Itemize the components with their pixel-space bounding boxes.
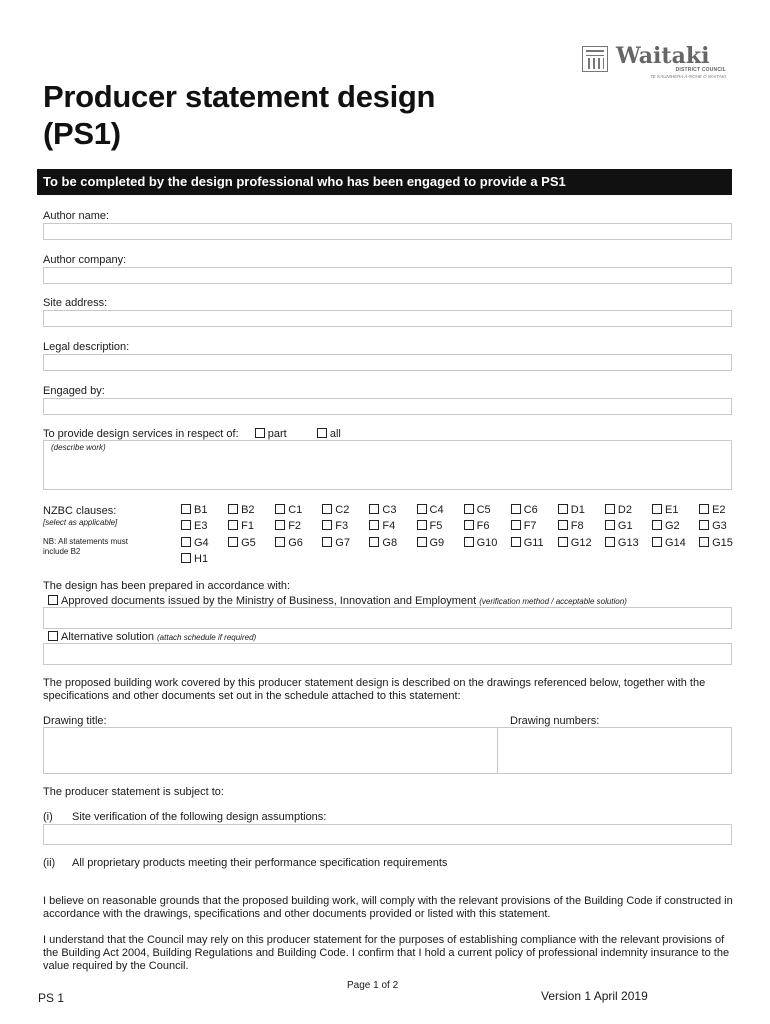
nzbc-clause-e3[interactable]: [181, 520, 207, 532]
nzbc-clause-checkbox[interactable]: [417, 520, 427, 530]
nzbc-clause-f4[interactable]: [369, 520, 395, 532]
nzbc-clause-checkbox[interactable]: [558, 520, 568, 530]
approved-documents-option: [48, 595, 627, 607]
nzbc-clause-checkbox[interactable]: [652, 504, 662, 514]
nzbc-clause-checkbox[interactable]: [511, 520, 521, 530]
author-company-label: Author company:: [43, 254, 127, 266]
nzbc-clause-label: G8: [382, 537, 398, 549]
nzbc-clause-g13[interactable]: [605, 537, 639, 549]
nzbc-clause-label: D1: [570, 504, 585, 516]
nzbc-clause-g2[interactable]: [652, 520, 680, 532]
nzbc-clause-checkbox[interactable]: [181, 504, 191, 514]
drawing-title-field[interactable]: [43, 727, 498, 774]
title-line-1: Producer statement design: [43, 79, 436, 114]
site-address-field[interactable]: [43, 310, 732, 327]
nzbc-clause-checkbox[interactable]: [228, 520, 238, 530]
nzbc-clause-label: G14: [665, 537, 686, 549]
nzbc-clause-label: C2: [335, 504, 350, 516]
accordance-label: The design has been prepared in accordance with:: [43, 580, 291, 592]
nzbc-clause-g9[interactable]: [417, 537, 445, 549]
nzbc-clause-checkbox[interactable]: [464, 520, 474, 530]
nzbc-clause-label: G7: [335, 537, 350, 549]
nzbc-clause-d2[interactable]: [605, 504, 632, 516]
nzbc-clause-checkbox[interactable]: [699, 504, 709, 514]
services-row: [43, 428, 341, 440]
describe-work-field[interactable]: [43, 440, 732, 490]
nzbc-clause-label: C3: [382, 504, 397, 516]
nzbc-clause-label: G10: [476, 537, 498, 549]
design-assumptions-field[interactable]: [43, 824, 732, 845]
nzbc-clause-label: B2: [241, 504, 255, 516]
nzbc-clause-f3[interactable]: [322, 520, 348, 532]
part-checkbox[interactable]: [255, 428, 265, 438]
nzbc-clause-g10[interactable]: [464, 537, 498, 549]
nzbc-clause-g12[interactable]: [558, 537, 592, 549]
nzbc-clause-checkbox[interactable]: [605, 504, 615, 514]
nzbc-clause-label: G11: [523, 537, 544, 549]
nzbc-clause-g11[interactable]: [511, 537, 544, 549]
site-address-label: Site address:: [43, 297, 108, 309]
nzbc-label: NZBC clauses:: [43, 505, 117, 517]
drawing-numbers-label: Drawing numbers:: [510, 715, 600, 727]
nzbc-clause-checkbox[interactable]: [699, 537, 709, 547]
nzbc-clause-label: C1: [288, 504, 303, 516]
nzbc-clause-checkbox[interactable]: [181, 537, 191, 547]
author-name-label: Author name:: [43, 210, 110, 222]
nzbc-clause-g1[interactable]: [605, 520, 633, 532]
nzbc-clause-c4[interactable]: [417, 504, 444, 516]
nzbc-clause-checkbox[interactable]: [511, 537, 521, 547]
nzbc-clause-b1[interactable]: [181, 504, 207, 516]
page-title: [43, 78, 435, 152]
item-i-text: Site verification of the following design assumptions:: [72, 811, 327, 823]
understanding-statement: I understand that the Council may rely on this producer statement for the purposes of establishing compliance with the relevant provisions of the Building Act 2004, Building Regulations and Building Code. I confirm that I hold a current policy of professional indemnity insurance to the value required by the Council.: [43, 934, 730, 972]
nzbc-clause-f2[interactable]: [275, 520, 301, 532]
nzbc-clause-checkbox[interactable]: [652, 520, 662, 530]
nzbc-clause-checkbox[interactable]: [605, 520, 615, 530]
all-label: all: [329, 428, 341, 440]
nzbc-clause-g3[interactable]: [699, 520, 727, 532]
nzbc-clause-checkbox[interactable]: [322, 537, 332, 547]
nzbc-clause-label: D2: [617, 504, 632, 516]
logo-maori-subtitle: TE KAUNIHERA Ā-ROHE O WAITAKI: [650, 74, 726, 79]
nzbc-note-line-2: include B2: [43, 547, 81, 556]
nzbc-clause-g7[interactable]: [322, 537, 350, 549]
nzbc-clause-checkbox[interactable]: [181, 553, 191, 563]
approved-documents-hint: (verification method / acceptable solution): [479, 597, 627, 606]
council-emblem-icon: [582, 46, 608, 72]
nzbc-clause-label: C5: [476, 504, 491, 516]
alternative-solution-hint: (attach schedule if required): [157, 633, 257, 642]
legal-description-label: Legal description:: [43, 341, 130, 353]
nzbc-clause-f8[interactable]: [558, 520, 584, 532]
nzbc-clause-f5[interactable]: [417, 520, 443, 532]
nzbc-clause-checkbox[interactable]: [464, 537, 474, 547]
nzbc-clause-label: E3: [194, 520, 208, 532]
nzbc-clause-checkbox[interactable]: [275, 537, 285, 547]
nzbc-clause-label: G6: [288, 537, 303, 549]
nzbc-clause-label: F3: [335, 520, 349, 532]
nzbc-clause-checkbox[interactable]: [322, 520, 332, 530]
alternative-solution-checkbox[interactable]: [48, 631, 58, 641]
approved-documents-checkbox[interactable]: [48, 595, 58, 605]
nzbc-clause-label: G3: [712, 520, 727, 532]
logo-subtitle: DISTRICT COUNCIL: [675, 67, 726, 73]
nzbc-clause-label: G12: [570, 537, 592, 549]
nzbc-clause-label: G1: [617, 520, 633, 532]
services-label: To provide design services in respect of:: [43, 428, 239, 440]
footer-version: Version 1 April 2019: [541, 989, 648, 1003]
nzbc-clause-checkbox[interactable]: [369, 537, 379, 547]
nzbc-clause-label: F5: [429, 520, 443, 532]
nzbc-clause-checkbox[interactable]: [699, 520, 709, 530]
alternative-solution-option: [48, 631, 256, 643]
nzbc-clause-label: G9: [429, 537, 445, 549]
nzbc-clause-label: F2: [288, 520, 302, 532]
logo-name: Waitaki: [616, 43, 710, 69]
nzbc-clause-checkbox[interactable]: [417, 537, 427, 547]
nzbc-clause-e1[interactable]: [652, 504, 678, 516]
engaged-by-field[interactable]: [43, 398, 732, 415]
nzbc-clause-c2[interactable]: [322, 504, 349, 516]
nzbc-clause-label: E1: [665, 504, 679, 516]
nzbc-clause-checkbox[interactable]: [605, 537, 615, 547]
approved-documents-field[interactable]: [43, 607, 732, 629]
waitaki-logo: [582, 43, 732, 83]
nzbc-clause-label: C4: [429, 504, 444, 516]
nzbc-clause-checkbox[interactable]: [228, 504, 238, 514]
nzbc-clause-label: G13: [617, 537, 639, 549]
proposed-work-text: The proposed building work covered by this producer statement design is described on the drawings referenced below, together with the specifications and other documents set out in the schedule attached to this statement:: [43, 677, 706, 702]
title-line-2: (PS1): [43, 116, 121, 151]
nzbc-clause-label: F8: [570, 520, 584, 532]
nzbc-clause-label: F1: [241, 520, 254, 532]
nzbc-clause-label: G4: [194, 537, 209, 549]
nzbc-clause-label: B1: [194, 504, 208, 516]
nzbc-clause-c1[interactable]: [275, 504, 302, 516]
nzbc-clause-c6[interactable]: [511, 504, 538, 516]
drawing-title-label: Drawing title:: [43, 715, 107, 727]
item-i: [43, 811, 327, 823]
author-name-field[interactable]: [43, 223, 732, 240]
nzbc-clause-checkbox[interactable]: [181, 520, 191, 530]
nzbc-clause-c3[interactable]: [369, 504, 396, 516]
nzbc-clause-label: F6: [476, 520, 490, 532]
alternative-solution-label: Alternative solution: [61, 631, 154, 643]
nzbc-clause-checkbox[interactable]: [369, 504, 379, 514]
nzbc-clause-checkbox[interactable]: [417, 504, 427, 514]
nzbc-clause-c5[interactable]: [464, 504, 491, 516]
nzbc-clause-e2[interactable]: [699, 504, 725, 516]
nzbc-hint: [select as applicable]: [43, 518, 118, 527]
item-ii: [43, 857, 448, 869]
nzbc-clause-f7[interactable]: [511, 520, 537, 532]
nzbc-clause-g14[interactable]: [652, 537, 686, 549]
legal-description-field[interactable]: [43, 354, 732, 371]
author-company-field[interactable]: [43, 267, 732, 284]
nzbc-note: [43, 537, 128, 557]
nzbc-clause-g8[interactable]: [369, 537, 397, 549]
part-label: part: [267, 428, 287, 440]
nzbc-clause-checkbox[interactable]: [464, 504, 474, 514]
nzbc-note-line-1: NB: All statements must: [43, 537, 128, 546]
nzbc-clause-label: G2: [665, 520, 680, 532]
instruction-banner: To be completed by the design professional who has been engaged to provide a PS1: [37, 169, 732, 195]
item-i-number: (i): [43, 811, 53, 823]
nzbc-clause-g15[interactable]: [699, 537, 733, 549]
nzbc-clause-checkbox[interactable]: [511, 504, 521, 514]
nzbc-clause-b2[interactable]: [228, 504, 254, 516]
nzbc-clause-checkbox[interactable]: [369, 520, 379, 530]
nzbc-clause-checkbox[interactable]: [558, 504, 568, 514]
nzbc-clause-checkbox[interactable]: [558, 537, 568, 547]
nzbc-clause-checkbox[interactable]: [275, 504, 285, 514]
nzbc-clause-label: F7: [523, 520, 537, 532]
nzbc-clause-f6[interactable]: [464, 520, 490, 532]
nzbc-clause-label: C6: [523, 504, 538, 516]
belief-statement: I believe on reasonable grounds that the proposed building work, will comply with the relevant provisions of the Building Code if constructed in accordance with the drawings, specifications and other documents provided or listed with this statement.: [43, 895, 733, 920]
drawing-numbers-field[interactable]: [498, 727, 732, 774]
nzbc-clause-label: H1: [194, 553, 209, 565]
describe-work-hint: (describe work): [51, 443, 106, 452]
nzbc-clause-f1[interactable]: [228, 520, 254, 532]
nzbc-clause-checkbox[interactable]: [275, 520, 285, 530]
nzbc-clause-g6[interactable]: [275, 537, 303, 549]
nzbc-clause-checkbox[interactable]: [652, 537, 662, 547]
nzbc-clause-checkbox[interactable]: [322, 504, 332, 514]
engaged-by-label: Engaged by:: [43, 385, 105, 397]
alternative-solution-field[interactable]: [43, 643, 732, 665]
nzbc-clause-label: G15: [712, 537, 733, 549]
nzbc-clause-label: F4: [382, 520, 396, 532]
nzbc-clause-checkbox[interactable]: [228, 537, 238, 547]
nzbc-clause-g4[interactable]: [181, 537, 209, 549]
all-checkbox[interactable]: [317, 428, 327, 438]
nzbc-clause-g5[interactable]: [228, 537, 256, 549]
nzbc-clause-label: G5: [241, 537, 256, 549]
nzbc-clause-h1[interactable]: [181, 553, 208, 565]
footer-form-code: PS 1: [38, 991, 65, 1005]
footer-page-number: Page 1 of 2: [347, 980, 399, 991]
item-ii-number: (ii): [43, 857, 56, 869]
nzbc-clause-label: E2: [712, 504, 726, 516]
item-ii-text: All proprietary products meeting their performance specification requirements: [72, 857, 448, 869]
nzbc-clause-d1[interactable]: [558, 504, 585, 516]
approved-documents-label: Approved documents issued by the Ministry of Business, Innovation and Employment: [61, 595, 477, 607]
subject-to-label: The producer statement is subject to:: [43, 786, 224, 798]
